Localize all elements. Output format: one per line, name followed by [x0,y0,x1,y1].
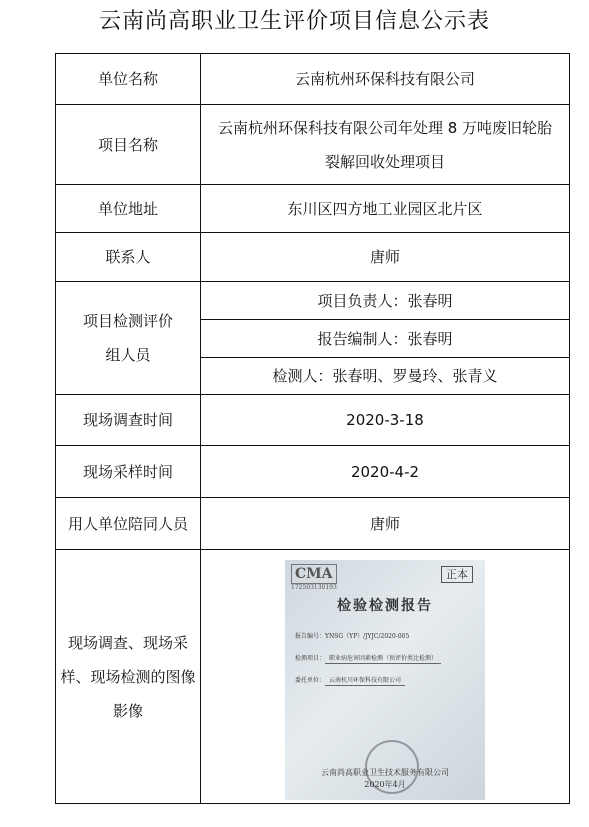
label-survey-time: 现场调查时间 [56,395,201,446]
report-client-label: 委托单位： [295,677,326,684]
value-contact: 唐师 [201,233,570,282]
row-sampling-time [56,446,570,498]
original-stamp: 正本 [441,566,473,583]
info-table [55,53,570,804]
report-heading: 检验检测报告 [337,598,433,614]
row-contact [56,233,570,282]
label-team: 项目检测评价组人员 [56,282,201,395]
report-item-line [295,654,441,664]
label-images: 现场调查、现场采样、现场检测的图像影像 [56,550,201,804]
row-survey-time [56,395,570,446]
report-client-value: 云南杭川环保科技有限公司 [325,676,405,686]
value-team-writer: 报告编制人：张春明 [201,320,570,358]
report-company: 云南尚高职业卫生技术服务有限公司 [321,768,449,777]
label-escort: 用人单位陪同人员 [56,498,201,550]
label-address: 单位地址 [56,185,201,233]
value-team-leader: 项目负责人：张春明 [201,282,570,320]
row-team-leader [56,282,570,320]
page-title: 云南尚高职业卫生评价项目信息公示表 [98,9,490,34]
value-escort: 唐师 [201,498,570,550]
value-address: 东川区四方地工业园区北片区 [201,185,570,233]
report-item-value: 职业病危害因素检测（预评价类比检测） [325,654,441,664]
cma-logo: CMA [291,564,337,584]
report-client-line [295,676,405,686]
label-sampling-time: 现场采样时间 [56,446,201,498]
row-escort [56,498,570,550]
value-team-testers: 检测人：张春明、罗曼玲、张青义 [201,358,570,395]
report-item-label: 检测项目： [295,655,326,662]
label-unit-name: 单位名称 [56,54,201,105]
cma-number: 172503130193 [291,584,337,591]
photo-cell [201,550,570,804]
value-project-name: 云南杭州环保科技有限公司年处理 8 万吨废旧轮胎裂解回收处理项目 [201,105,570,185]
label-project-name: 项目名称 [56,105,201,185]
row-unit-name [56,54,570,105]
row-project-name [56,105,570,185]
report-cover-photo [285,560,485,800]
value-survey-time: 2020-3-18 [201,395,570,446]
row-address [56,185,570,233]
row-images [56,550,570,804]
report-date: 2020年4月 [364,780,406,789]
value-sampling-time: 2020-4-2 [201,446,570,498]
report-number: 报告编号：YNSG（YP）/JYJC/2020-005 [295,633,410,640]
value-unit-name: 云南杭州环保科技有限公司 [201,54,570,105]
label-contact: 联系人 [56,233,201,282]
